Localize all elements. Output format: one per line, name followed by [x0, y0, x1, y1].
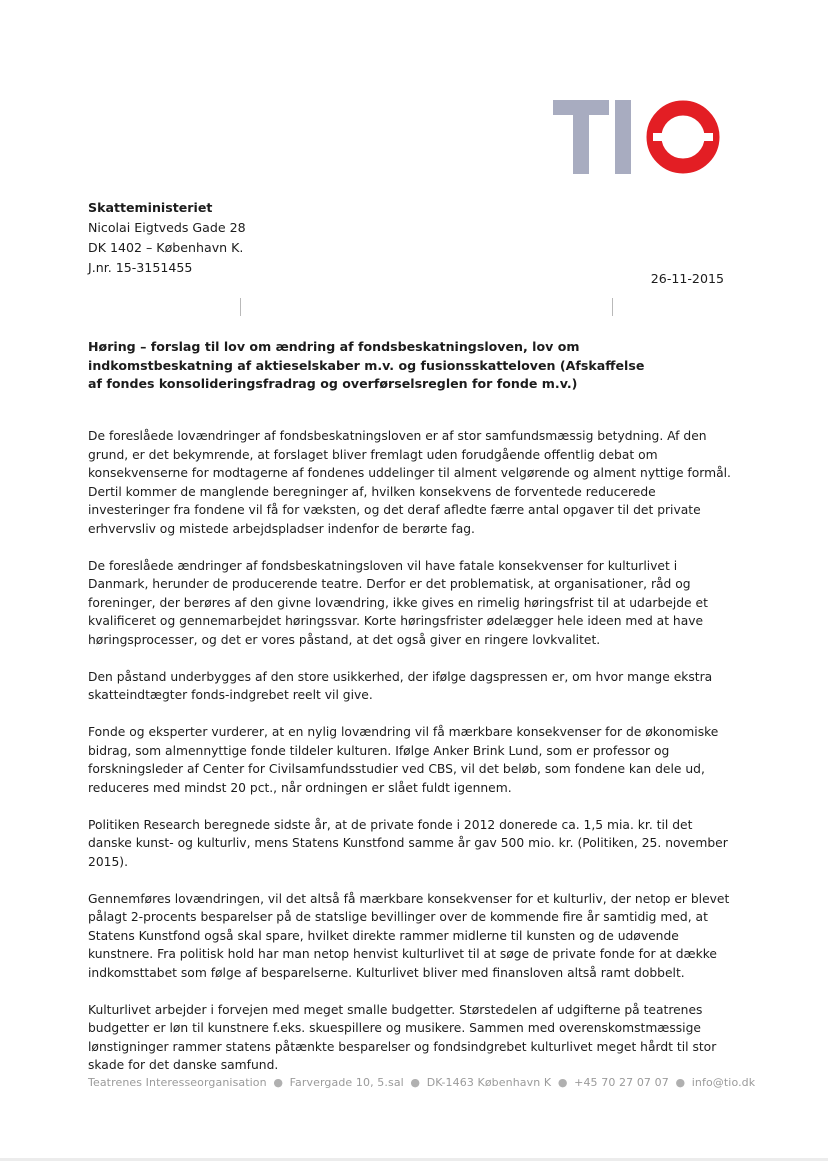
body-paragraph: Kulturlivet arbejder i forvejen med meget smalle budgetter. Størstedelen af udgifterne på teatrenes budgetter er løn til kunstnere f.eks. skuespillere og musikere. Sammen med overenskomstmæssige lønstigninger rammer statens påtænkte besparelser og fondsindgrebet kulturlivet meget hårdt til stor skade for det danske samfund.	[88, 1002, 717, 1072]
fold-marker-left	[240, 298, 241, 316]
footer-separator: ●	[273, 1076, 284, 1089]
footer-email: info@tio.dk	[691, 1076, 756, 1089]
footer-address: Farvergade 10, 5.sal	[289, 1076, 404, 1089]
body-paragraph: De foreslåede ændringer af fondsbeskatningsloven vil have fatale konsekvenser for kulturlivet i Danmark, herunder de producerende teatre. Derfor er det problematisk, at organisationer, råd og foreninger, der berøres af den givne lovændring, ikke gives en rimelig høringsfrist til at udarbejde et kvalificeret og gennemarbejdet høringssvar. Korte høringsfrister ødelægger hele ideen med at have høringsprocesser, og det er vores påstand, at det også giver en ringere lovkvalitet.	[88, 558, 708, 647]
footer-separator: ●	[557, 1076, 568, 1089]
body-paragraph: Politiken Research beregnede sidste år, at de private fonde i 2012 donerede ca. 1,5 mia. kr. til det danske kunst- og kulturliv, mens Statens Kunstfond samme år gav 500 mio. kr. (Politiken, 25. november 2015).	[88, 817, 728, 869]
body-paragraph: Den påstand underbygges af den store usikkerhed, der ifølge dagspressen er, om hvor mange ekstra skatteindtægter fonds-indgrebet reelt vil give.	[88, 669, 713, 702]
fold-markers	[0, 298, 828, 318]
body-paragraph: Fonde og eksperter vurderer, at en nylig lovændring vil få mærkbare konsekvenser for de økonomiske bidrag, som almennyttige fonde tildeler kulturen. Ifølge Anker Brink Lund, som er professor og forskningsleder af Center for Civilsamfundsstudier ved CBS, vil det beløb, som fondene kan dele ud, reduceres med mindst 20 pct., når ordningen er slået fuldt igennem.	[88, 725, 719, 795]
letter-body	[88, 427, 736, 1093]
letter-footer	[88, 1076, 756, 1089]
fold-marker-right	[612, 298, 613, 316]
letter-date: 26-11-2015	[650, 271, 724, 286]
footer-separator: ●	[410, 1076, 421, 1089]
logo-i-stem	[615, 100, 631, 174]
recipient-reference: J.nr. 15-3151455	[88, 260, 193, 275]
logo-t-stem	[573, 100, 589, 174]
body-paragraph: Gennemføres lovændringen, vil det altså få mærkbare konsekvenser for et kulturliv, der netop er blevet pålagt 2-procents besparelser på de statslige bevillinger over de kommende fire år samtidig med, at Statens Kunstfond også skal spare, hvilket direkte rammer midlerne til kunsten og de udøvende kunstnere. Fra politisk hold har man netop henvist kulturlivet til at søge de private fonde for at dække indkomsttabet som følge af besparelserne. Kulturlivet bliver med finansloven altså ramt dobbelt.	[88, 891, 730, 980]
tio-logo	[553, 100, 723, 174]
footer-separator: ●	[675, 1076, 686, 1089]
tio-logo-mark	[553, 100, 723, 174]
scan-edge	[0, 1158, 828, 1161]
letter-subject: Høring – forslag til lov om ændring af fondsbeskatningsloven, lov om indkomstbeskatning af aktieselskaber m.v. og fusionsskatteloven (Afskaffelse af fondes konsolideringsfradrag og overførselsreglen for fonde m.v.)	[88, 339, 645, 391]
footer-city: DK-1463 København K	[426, 1076, 552, 1089]
recipient-name: Skatteministeriet	[88, 200, 213, 215]
logo-o-slit	[653, 133, 713, 141]
recipient-address	[88, 198, 246, 278]
footer-org: Teatrenes Interesseorganisation	[88, 1076, 267, 1089]
body-paragraph: De foreslåede lovændringer af fondsbeskatningsloven er af stor samfundsmæssig betydning. Af den grund, er det bekymrende, at forslaget bliver fremlagt uden forudgående offentlig debat om konsekvenserne for modtagerne af fondenes uddelinger til alment velgørende og alment nyttige formål. Dertil kommer de manglende beregninger af, hvilken konsekvens de forventede reducerede investeringer fra fondene vil få for væksten, og det deraf afledte færre antal opgaver til det private erhvervsliv og mistede arbejdspladser indenfor de berørte fag.	[88, 429, 731, 536]
footer-phone: +45 70 27 07 07	[574, 1076, 669, 1089]
recipient-street: Nicolai Eigtveds Gade 28	[88, 220, 246, 235]
recipient-city: DK 1402 – København K.	[88, 240, 244, 255]
